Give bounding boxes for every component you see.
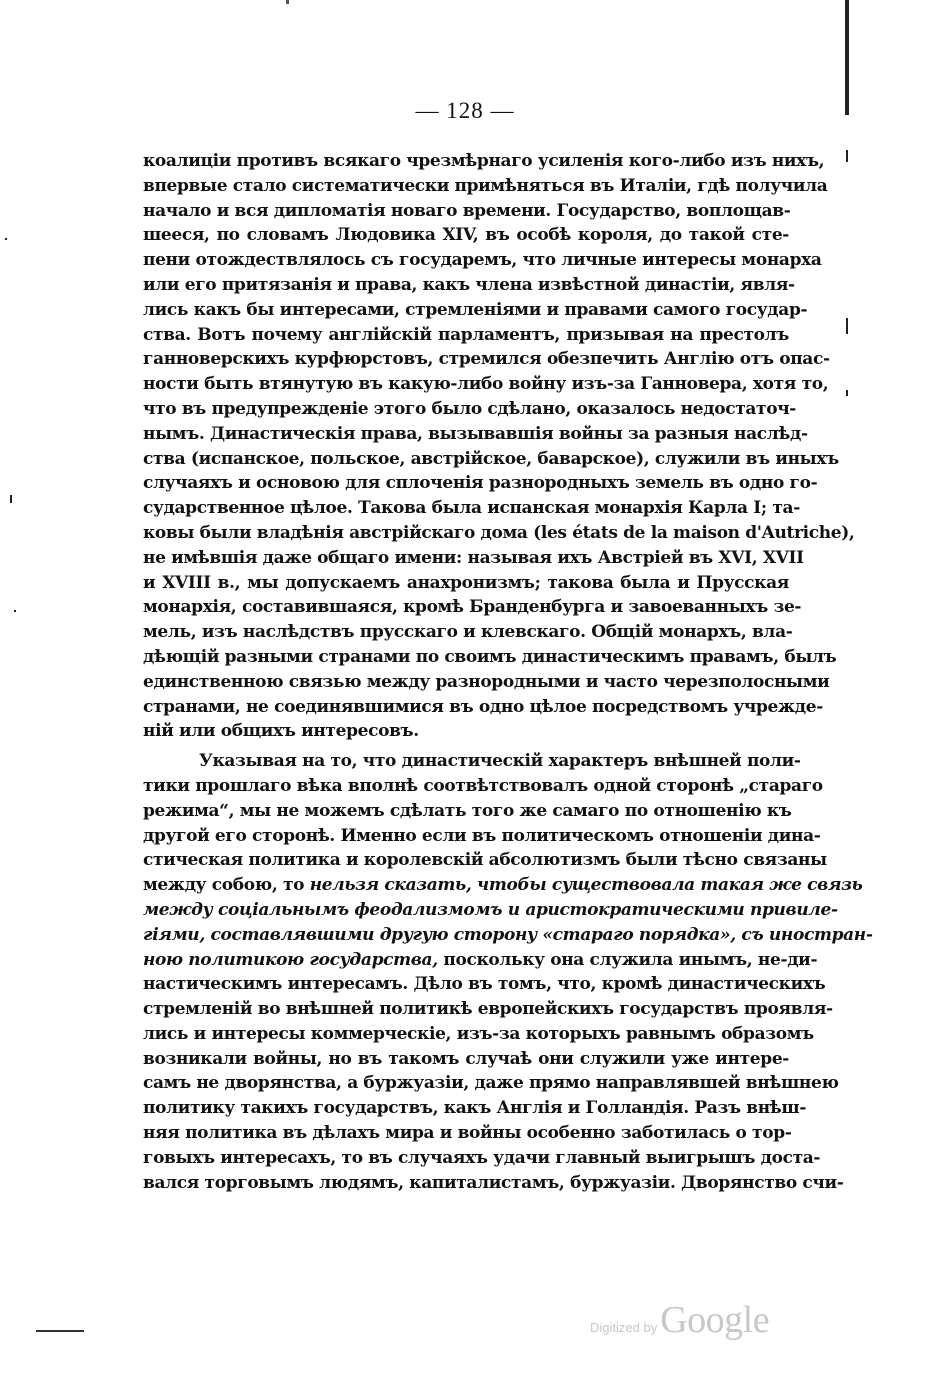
text-line: возникали войны, но въ такомъ случаѣ они служили уже интере- [143, 1048, 789, 1069]
text-line: монархія, составившаяся, кромѣ Бранденбурга и завоеванныхъ зе- [143, 597, 802, 618]
text-line: мель, изъ наслѣдствъ прусскаго и клевскаго. Общій монархъ, вла- [143, 622, 793, 643]
page-number: — 128 — [415, 98, 515, 123]
text-line: режима“, мы не можемъ сдѣлать того же самаго по отношенію къ [143, 800, 792, 821]
margin-mark [14, 610, 16, 612]
text-line: сударственное цѣлое. Такова была испанская монархія Карла I; та- [143, 498, 800, 519]
text-line: нымъ. Династическія права, вызывавшія войны за разныя наслѣд- [143, 423, 808, 444]
margin-mark [36, 1330, 84, 1332]
text-line: и XVIII в., мы допускаемъ анахронизмъ; такова была и Прусская [143, 572, 789, 593]
google-logo: Google [660, 1299, 770, 1341]
text-line: ства (испанское, польское, австрійское, баварское), служили въ иныхъ [143, 448, 839, 469]
text-line: ковы были владѣнія австрійскаго дома (les états de la maison d'Autriche), [143, 522, 855, 543]
text-line: настическимъ интересамъ. Дѣло въ томъ, что, кромѣ династическихъ [143, 974, 826, 995]
digitized-watermark [590, 1296, 769, 1342]
italic-line: между соціальнымъ феодализмомъ и аристократическими привиле- [143, 899, 838, 920]
margin-mark [5, 238, 7, 240]
text-line: впервые стало систематически примѣняться въ Италіи, гдѣ получила [143, 175, 828, 196]
text-line: лись и интересы коммерческіе, изъ-за которыхъ равнымъ образомъ [143, 1023, 814, 1044]
text-line: коалиціи противъ всякаго чрезмѣрнаго усиленія кого-либо изъ нихъ, [143, 151, 825, 171]
text-line: стическая политика и королевскій абсолютизмъ были тѣсно связаны [143, 850, 827, 871]
text-line: ства. Вотъ почему англійскій парламентъ, призывая на престолъ [143, 324, 789, 345]
text-line: политику такихъ государствъ, какъ Англія и Голландія. Разъ внѣш- [143, 1098, 807, 1119]
text-line: не имѣвшія даже общаго имени: называя ихъ Австріей въ XVI, XVII [143, 547, 804, 568]
text-line: лись какъ бы интересами, стремленіями и правами самого государ- [143, 299, 808, 320]
text-line-mixed [143, 948, 818, 973]
text-line: няя политика въ дѣлахъ мира и войны особенно заботилась о тор- [143, 1123, 792, 1144]
margin-mark [845, 0, 849, 115]
margin-mark [10, 495, 12, 503]
margin-mark [846, 390, 848, 396]
text-line: говыхъ интересахъ, то въ случаяхъ удачи главный выигрышъ доста- [143, 1147, 821, 1168]
text-line: тики прошлаго вѣка вполнѣ соотвѣтствовалъ одной сторонѣ „стараго [143, 775, 823, 796]
text-line: случаяхъ и основою для сплоченія разнородныхъ земель въ одно го- [143, 473, 818, 494]
text-line: вался торговымъ людямъ, капиталистамъ, буржуазіи. Дворянство счи- [143, 1172, 844, 1193]
body-text [143, 149, 873, 1195]
text-line: дѣющій разными странами по своимъ династическимъ правамъ, былъ [143, 646, 837, 667]
margin-mark [846, 318, 848, 334]
text-line: шееся, по словамъ Людовика XIV, въ особѣ короля, до такой сте- [143, 225, 789, 246]
text-line: пени отождествлялось съ государемъ, что личные интересы монарха [143, 250, 822, 271]
scan-mark [286, 0, 289, 4]
text-line: или его притязанія и права, какъ члена извѣстной династіи, явля- [143, 274, 795, 295]
italic-segment: нельзя сказать, чтобы существовала такая же связь [309, 875, 863, 896]
text-line: Указывая на то, что династическій характеръ внѣшней поли- [199, 751, 801, 772]
text-line: начало и вся дипломатія новаго времени. Государство, воплощав- [143, 200, 791, 221]
text-line: ганноверскихъ курфюрстовъ, стремился обезпечить Англію отъ опас- [143, 349, 830, 370]
text-line: стремленій во внѣшней политикѣ европейскихъ государствъ проявля- [143, 999, 833, 1020]
text-segment: поскольку она служила инымъ, не-ди- [437, 949, 818, 970]
margin-mark [846, 150, 848, 162]
text-line: ности быть втянутую въ какую-либо войну изъ-за Ганновера, хотя то, [143, 374, 829, 395]
text-line: самъ не дворянства, а буржуазіи, даже прямо направлявшей внѣшнею [143, 1073, 839, 1094]
italic-line: гіями, составлявшими другую сторону «стараго порядка», съ иностран- [143, 924, 873, 945]
text-segment: между собою, то [143, 875, 310, 896]
text-line: ній или общихъ интересовъ. [143, 721, 419, 742]
text-line: что въ предупрежденіе этого было сдѣлано, оказалось недостаточ- [143, 398, 797, 419]
watermark-small: Digitized by [590, 1320, 658, 1335]
text-line: странами, не соединявшимися въ одно цѣлое посредствомъ учрежде- [143, 696, 823, 717]
text-line: единственною связью между разнородными и часто черезполосными [143, 671, 830, 692]
text-line-mixed [143, 873, 863, 898]
italic-segment: ною политикою государства, [143, 949, 438, 970]
text-line: другой его сторонѣ. Именно если въ политическомъ отношеніи дина- [143, 825, 821, 846]
